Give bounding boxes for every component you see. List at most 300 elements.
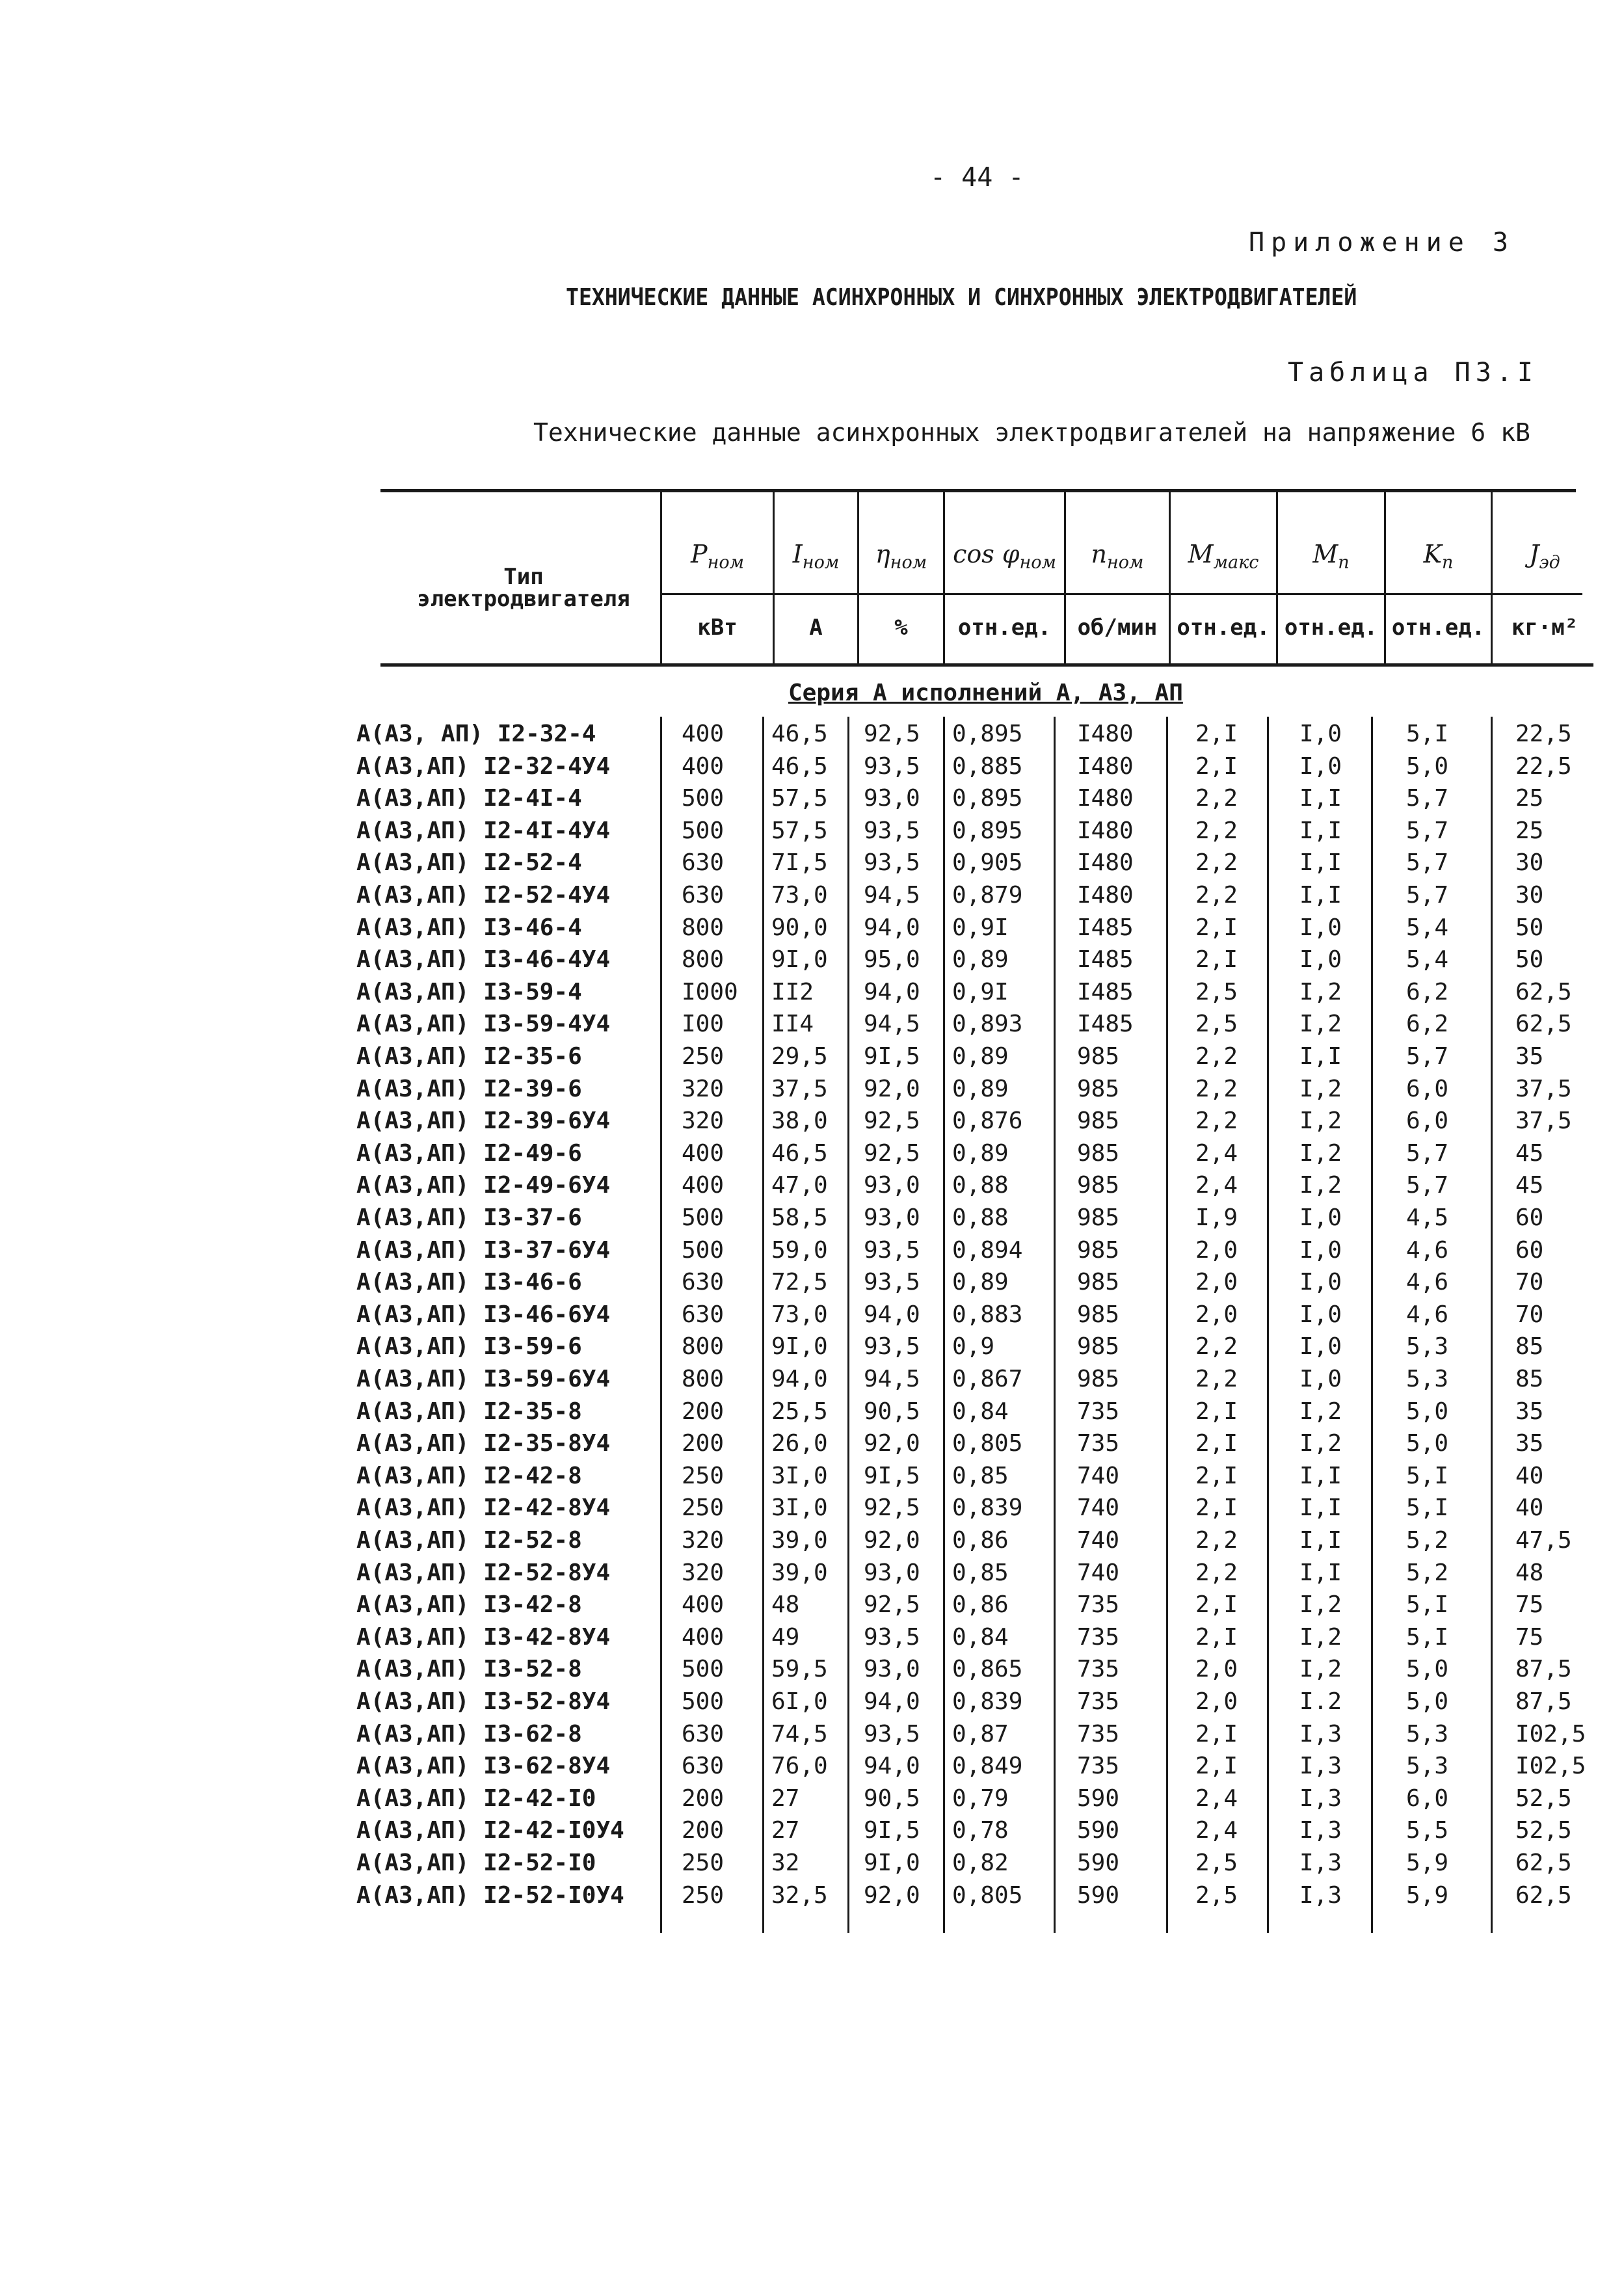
moment-of-inertia-cell: 75	[1515, 1623, 1544, 1651]
motor-type-cell: А(АЗ,АП) I3-37-6	[356, 1204, 582, 1231]
power-factor-cell: 0,9I	[952, 978, 1009, 1005]
table-row	[0, 1237, 1624, 1269]
column-header-start-torque: $M_п$	[1312, 540, 1350, 573]
power-factor-cell: 0,805	[952, 1881, 1023, 1909]
rated-power-cell: 630	[682, 1269, 725, 1296]
rated-current-cell: 73,0	[771, 1301, 828, 1328]
efficiency-cell: 94,0	[864, 1753, 920, 1780]
rated-current-cell: 6I,0	[771, 1688, 828, 1715]
efficiency-cell: 9I,5	[864, 1462, 920, 1489]
motor-type-cell: А(АЗ,АП) I2-52-I0	[356, 1850, 596, 1876]
power-factor-cell: 0,84	[952, 1398, 1009, 1425]
motor-type-cell: А(АЗ,АП) I2-35-8У4	[356, 1430, 611, 1457]
power-factor-cell: 0,805	[952, 1430, 1023, 1457]
table-row	[0, 1817, 1624, 1850]
start-current-ratio-cell: 6,0	[1406, 1075, 1449, 1102]
power-factor-cell: 0,867	[952, 1366, 1023, 1392]
max-torque-ratio-cell: 2,I	[1195, 1623, 1238, 1651]
motor-type-cell: А(АЗ,АП) I2-52-4	[356, 849, 582, 877]
rated-current-cell: 76,0	[771, 1753, 828, 1780]
rated-speed-cell: 985	[1077, 1236, 1120, 1264]
motor-type-cell: А(АЗ,АП) I3-52-8	[356, 1656, 582, 1683]
power-factor-cell: 0,879	[952, 882, 1023, 909]
efficiency-cell: 90,5	[864, 1785, 920, 1812]
rated-speed-cell: I480	[1077, 785, 1134, 812]
motor-type-cell: А(АЗ,АП) I2-39-6У4	[356, 1108, 611, 1135]
motor-type-cell: А(АЗ,АП) I3-46-6	[356, 1269, 582, 1296]
efficiency-cell: 93,5	[864, 1333, 920, 1361]
rated-current-cell: 74,5	[771, 1720, 828, 1747]
rated-power-cell: 400	[682, 1591, 725, 1619]
rated-speed-cell: 985	[1077, 1172, 1120, 1199]
rated-speed-cell: 985	[1077, 1075, 1120, 1102]
unit-start-torque: отн.ед.	[1284, 615, 1378, 641]
rated-power-cell: 200	[682, 1817, 725, 1844]
start-torque-ratio-cell: I,0	[1299, 1204, 1342, 1231]
efficiency-cell: 94,5	[864, 1366, 920, 1392]
start-current-ratio-cell: 5,4	[1406, 914, 1449, 941]
max-torque-ratio-cell: 2,4	[1195, 1817, 1238, 1844]
column-header-type	[390, 566, 657, 610]
moment-of-inertia-cell: 85	[1515, 1366, 1544, 1392]
rated-current-cell: 39,0	[771, 1527, 828, 1554]
start-current-ratio-cell: 4,6	[1406, 1269, 1449, 1296]
motor-type-cell: А(АЗ,АП) I2-42-I0	[356, 1785, 596, 1812]
start-torque-ratio-cell: I,0	[1299, 721, 1342, 747]
rated-power-cell: 800	[682, 946, 725, 974]
power-factor-cell: 0,839	[952, 1688, 1023, 1715]
table-row	[0, 1721, 1624, 1753]
rated-current-cell: II4	[771, 1011, 814, 1038]
table-row	[0, 1688, 1624, 1721]
start-torque-ratio-cell: I,2	[1299, 1139, 1342, 1167]
rated-power-cell: I000	[682, 978, 738, 1005]
start-current-ratio-cell: 5,5	[1406, 1817, 1449, 1844]
efficiency-cell: 93,0	[864, 1172, 920, 1199]
rated-power-cell: 400	[682, 1139, 725, 1167]
table-row	[0, 1108, 1624, 1140]
rated-speed-cell: 740	[1077, 1462, 1120, 1489]
power-factor-cell: 0,86	[952, 1591, 1009, 1619]
rated-power-cell: 500	[682, 1236, 725, 1264]
efficiency-cell: 93,5	[864, 752, 920, 780]
rated-current-cell: 73,0	[771, 882, 828, 909]
table-row	[0, 849, 1624, 882]
efficiency-cell: 92,5	[864, 721, 920, 747]
table-row	[0, 1656, 1624, 1688]
max-torque-ratio-cell: 2,I	[1195, 1494, 1238, 1522]
moment-of-inertia-cell: 60	[1515, 1236, 1544, 1264]
power-factor-cell: 0,883	[952, 1301, 1023, 1328]
rated-speed-cell: 985	[1077, 1269, 1120, 1296]
max-torque-ratio-cell: 2,2	[1195, 1108, 1238, 1135]
power-factor-cell: 0,85	[952, 1462, 1009, 1489]
moment-of-inertia-cell: 50	[1515, 946, 1544, 974]
start-current-ratio-cell: 5,0	[1406, 1688, 1449, 1715]
efficiency-cell: 93,5	[864, 1720, 920, 1747]
table-row	[0, 785, 1624, 817]
rated-power-cell: 400	[682, 1623, 725, 1651]
table-row	[0, 914, 1624, 947]
motor-type-cell: А(АЗ,АП) I3-59-6У4	[356, 1366, 611, 1392]
motor-type-cell: А(АЗ,АП) I2-52-8У4	[356, 1559, 611, 1586]
power-factor-cell: 0,865	[952, 1656, 1023, 1683]
start-current-ratio-cell: 5,7	[1406, 882, 1449, 909]
table-row	[0, 1269, 1624, 1301]
rated-speed-cell: 590	[1077, 1881, 1120, 1909]
power-factor-cell: 0,82	[952, 1850, 1009, 1876]
power-factor-cell: 0,86	[952, 1527, 1009, 1554]
rated-current-cell: 46,5	[771, 752, 828, 780]
motor-type-cell: А(АЗ,АП) I2-49-6У4	[356, 1172, 611, 1199]
rated-speed-cell: 740	[1077, 1559, 1120, 1586]
power-factor-cell: 0,894	[952, 1236, 1023, 1264]
table-row	[0, 1463, 1624, 1495]
rated-speed-cell: 735	[1077, 1398, 1120, 1425]
efficiency-cell: 93,0	[864, 1656, 920, 1683]
table-row	[0, 1011, 1624, 1043]
motor-type-cell: А(АЗ,АП) I3-46-4У4	[356, 946, 611, 974]
efficiency-cell: 9I,5	[864, 1817, 920, 1844]
rated-current-cell: II2	[771, 978, 814, 1005]
moment-of-inertia-cell: I02,5	[1515, 1720, 1586, 1747]
rated-current-cell: 47,0	[771, 1172, 828, 1199]
table-row	[0, 1140, 1624, 1173]
max-torque-ratio-cell: 2,2	[1195, 1366, 1238, 1392]
motor-type-cell: А(АЗ,АП) I2-39-6	[356, 1075, 582, 1102]
table-row	[0, 1076, 1624, 1108]
rated-speed-cell: 590	[1077, 1785, 1120, 1812]
rated-current-cell: 49	[771, 1623, 800, 1651]
rated-power-cell: 400	[682, 721, 725, 747]
start-torque-ratio-cell: I,3	[1299, 1817, 1342, 1844]
efficiency-cell: 93,5	[864, 817, 920, 844]
series-label: Серия А исполнений А, АЗ, АП	[788, 680, 1183, 706]
rated-current-cell: 57,5	[771, 817, 828, 844]
unit-power-factor: отн.ед.	[957, 615, 1052, 641]
efficiency-cell: 93,0	[864, 1204, 920, 1231]
efficiency-cell: 92,0	[864, 1881, 920, 1909]
start-current-ratio-cell: 5,3	[1406, 1720, 1449, 1747]
rated-current-cell: 25,5	[771, 1398, 828, 1425]
moment-of-inertia-cell: 35	[1515, 1043, 1544, 1070]
max-torque-ratio-cell: 2,0	[1195, 1236, 1238, 1264]
table-caption: Технические данные асинхронных электродвигателей на напряжение 6 кВ	[533, 418, 1530, 447]
motor-type-cell: А(АЗ,АП) I3-46-6У4	[356, 1301, 611, 1328]
start-torque-ratio-cell: I,2	[1299, 1591, 1342, 1619]
rated-speed-cell: I485	[1077, 978, 1134, 1005]
efficiency-cell: 93,0	[864, 785, 920, 812]
table-row	[0, 1398, 1624, 1431]
rated-current-cell: 9I,0	[771, 1333, 828, 1361]
rated-current-cell: 94,0	[771, 1366, 828, 1392]
rated-current-cell: 57,5	[771, 785, 828, 812]
start-current-ratio-cell: 5,7	[1406, 1172, 1449, 1199]
rated-power-cell: 500	[682, 817, 725, 844]
rated-current-cell: 72,5	[771, 1269, 828, 1296]
moment-of-inertia-cell: 52,5	[1515, 1817, 1572, 1844]
power-factor-cell: 0,78	[952, 1817, 1009, 1844]
max-torque-ratio-cell: 2,I	[1195, 721, 1238, 747]
start-torque-ratio-cell: I,2	[1299, 1623, 1342, 1651]
motor-type-cell: А(АЗ,АП) I2-4I-4У4	[356, 817, 611, 844]
start-torque-ratio-cell: I,3	[1299, 1850, 1342, 1876]
rated-power-cell: 500	[682, 1656, 725, 1683]
motor-type-cell: А(АЗ,АП) I2-4I-4	[356, 785, 582, 812]
rated-power-cell: 630	[682, 1753, 725, 1780]
rated-speed-cell: 735	[1077, 1623, 1120, 1651]
power-factor-cell: 0,88	[952, 1172, 1009, 1199]
start-torque-ratio-cell: I,0	[1299, 1269, 1342, 1296]
rated-speed-cell: 735	[1077, 1656, 1120, 1683]
max-torque-ratio-cell: 2,2	[1195, 1559, 1238, 1586]
power-factor-cell: 0,88	[952, 1204, 1009, 1231]
column-header-power: $P_{ном}$	[690, 540, 744, 573]
table-row	[0, 1882, 1624, 1915]
max-torque-ratio-cell: 2,2	[1195, 1075, 1238, 1102]
max-torque-ratio-cell: 2,I	[1195, 1398, 1238, 1425]
table-number: Таблица П3.I	[1288, 358, 1538, 388]
efficiency-cell: 92,5	[864, 1494, 920, 1522]
max-torque-ratio-cell: 2,2	[1195, 817, 1238, 844]
efficiency-cell: 93,5	[864, 1623, 920, 1651]
rated-current-cell: 46,5	[771, 721, 828, 747]
rated-power-cell: 250	[682, 1850, 725, 1876]
rated-power-cell: 200	[682, 1785, 725, 1812]
start-current-ratio-cell: 5,0	[1406, 752, 1449, 780]
motor-type-cell: А(АЗ,АП) I3-62-8	[356, 1720, 582, 1747]
rated-power-cell: 320	[682, 1075, 725, 1102]
start-torque-ratio-cell: I,2	[1299, 978, 1342, 1005]
max-torque-ratio-cell: 2,0	[1195, 1269, 1238, 1296]
power-factor-cell: 0,9	[952, 1333, 995, 1361]
rated-current-cell: 39,0	[771, 1559, 828, 1586]
motor-type-cell: А(АЗ,АП) I3-59-4У4	[356, 1011, 611, 1038]
table-row	[0, 753, 1624, 786]
start-torque-ratio-cell: I,I	[1299, 1043, 1342, 1070]
start-torque-ratio-cell: I,3	[1299, 1881, 1342, 1909]
max-torque-ratio-cell: 2,5	[1195, 978, 1238, 1005]
moment-of-inertia-cell: 70	[1515, 1301, 1544, 1328]
rated-power-cell: 800	[682, 1333, 725, 1361]
rated-power-cell: 320	[682, 1527, 725, 1554]
start-current-ratio-cell: 6,2	[1406, 1011, 1449, 1038]
power-factor-cell: 0,905	[952, 849, 1023, 877]
max-torque-ratio-cell: 2,I	[1195, 914, 1238, 941]
power-factor-cell: 0,85	[952, 1559, 1009, 1586]
efficiency-cell: 94,5	[864, 882, 920, 909]
moment-of-inertia-cell: 62,5	[1515, 1881, 1572, 1909]
column-header-efficiency: $\eta_{ном}$	[875, 540, 927, 573]
efficiency-cell: 93,5	[864, 849, 920, 877]
rated-current-cell: 9I,0	[771, 946, 828, 974]
table-header-bottom-rule	[380, 663, 1593, 667]
rated-current-cell: 7I,5	[771, 849, 828, 877]
start-torque-ratio-cell: I,0	[1299, 752, 1342, 780]
rated-current-cell: 48	[771, 1591, 800, 1619]
start-current-ratio-cell: 5,I	[1406, 1494, 1449, 1522]
rated-power-cell: I00	[682, 1011, 725, 1038]
start-torque-ratio-cell: I,2	[1299, 1011, 1342, 1038]
table-row	[0, 1430, 1624, 1463]
moment-of-inertia-cell: 35	[1515, 1430, 1544, 1457]
max-torque-ratio-cell: 2,I	[1195, 1591, 1238, 1619]
rated-speed-cell: 735	[1077, 1430, 1120, 1457]
start-torque-ratio-cell: I,0	[1299, 946, 1342, 974]
moment-of-inertia-cell: 37,5	[1515, 1075, 1572, 1102]
rated-current-cell: 3I,0	[771, 1494, 828, 1522]
rated-speed-cell: 590	[1077, 1850, 1120, 1876]
start-torque-ratio-cell: I,I	[1299, 882, 1342, 909]
rated-power-cell: 250	[682, 1043, 725, 1070]
header-unit-rule	[660, 593, 1582, 595]
max-torque-ratio-cell: 2,4	[1195, 1139, 1238, 1167]
moment-of-inertia-cell: I02,5	[1515, 1753, 1586, 1780]
motor-type-cell: А(АЗ,АП) I3-42-8	[356, 1591, 582, 1619]
table-row	[0, 1753, 1624, 1785]
appendix-label: Приложение 3	[1249, 228, 1515, 258]
unit-start-current: отн.ед.	[1391, 615, 1485, 641]
unit-max-torque: отн.ед.	[1177, 615, 1270, 641]
efficiency-cell: 92,5	[864, 1139, 920, 1167]
start-current-ratio-cell: 5,7	[1406, 1139, 1449, 1167]
power-factor-cell: 0,839	[952, 1494, 1023, 1522]
rated-speed-cell: I485	[1077, 946, 1134, 974]
table-row	[0, 1043, 1624, 1076]
rated-power-cell: 630	[682, 882, 725, 909]
start-current-ratio-cell: 5,I	[1406, 1623, 1449, 1651]
moment-of-inertia-cell: 62,5	[1515, 1011, 1572, 1038]
moment-of-inertia-cell: 25	[1515, 785, 1544, 812]
table-row	[0, 721, 1624, 753]
moment-of-inertia-cell: 30	[1515, 849, 1544, 877]
motor-type-cell: А(АЗ,АП) I3-37-6У4	[356, 1236, 611, 1264]
rated-power-cell: 320	[682, 1559, 725, 1586]
start-torque-ratio-cell: I.2	[1299, 1688, 1342, 1715]
start-current-ratio-cell: 6,2	[1406, 978, 1449, 1005]
moment-of-inertia-cell: 47,5	[1515, 1527, 1572, 1554]
start-torque-ratio-cell: I,3	[1299, 1720, 1342, 1747]
start-torque-ratio-cell: I,0	[1299, 1333, 1342, 1361]
rated-power-cell: 630	[682, 1301, 725, 1328]
power-factor-cell: 0,893	[952, 1011, 1023, 1038]
start-torque-ratio-cell: I,I	[1299, 817, 1342, 844]
motor-type-cell: А(АЗ,АП) I2-52-8	[356, 1527, 582, 1554]
rated-speed-cell: 985	[1077, 1139, 1120, 1167]
column-header-current: $I_{ном}$	[792, 540, 840, 573]
start-current-ratio-cell: 5,7	[1406, 817, 1449, 844]
power-factor-cell: 0,89	[952, 1139, 1009, 1167]
rated-speed-cell: I480	[1077, 752, 1134, 780]
table-row	[0, 1624, 1624, 1656]
power-factor-cell: 0,87	[952, 1720, 1009, 1747]
rated-speed-cell: 985	[1077, 1366, 1120, 1392]
start-torque-ratio-cell: I,3	[1299, 1753, 1342, 1780]
rated-current-cell: 46,5	[771, 1139, 828, 1167]
power-factor-cell: 0,89	[952, 1269, 1009, 1296]
motor-type-cell: А(АЗ,АП) I3-62-8У4	[356, 1753, 611, 1780]
efficiency-cell: 94,0	[864, 1301, 920, 1328]
start-torque-ratio-cell: I,2	[1299, 1430, 1342, 1457]
moment-of-inertia-cell: 50	[1515, 914, 1544, 941]
rated-speed-cell: 740	[1077, 1527, 1120, 1554]
rated-power-cell: 200	[682, 1398, 725, 1425]
efficiency-cell: 94,0	[864, 978, 920, 1005]
power-factor-cell: 0,89	[952, 1043, 1009, 1070]
max-torque-ratio-cell: 2,0	[1195, 1688, 1238, 1715]
table-row	[0, 1494, 1624, 1527]
rated-current-cell: 29,5	[771, 1043, 828, 1070]
motor-type-cell: А(АЗ,АП) I2-49-6	[356, 1139, 582, 1167]
efficiency-cell: 93,5	[864, 1269, 920, 1296]
table-row	[0, 1301, 1624, 1334]
rated-speed-cell: 740	[1077, 1494, 1120, 1522]
rated-power-cell: 400	[682, 752, 725, 780]
start-current-ratio-cell: 5,7	[1406, 785, 1449, 812]
rated-power-cell: 200	[682, 1430, 725, 1457]
start-current-ratio-cell: 4,5	[1406, 1204, 1449, 1231]
start-current-ratio-cell: 5,0	[1406, 1398, 1449, 1425]
max-torque-ratio-cell: 2,I	[1195, 1753, 1238, 1780]
max-torque-ratio-cell: 2,2	[1195, 1043, 1238, 1070]
rated-speed-cell: I485	[1077, 1011, 1134, 1038]
efficiency-cell: 92,0	[864, 1075, 920, 1102]
rated-current-cell: 37,5	[771, 1075, 828, 1102]
rated-power-cell: 800	[682, 914, 725, 941]
start-current-ratio-cell: 5,3	[1406, 1333, 1449, 1361]
rated-power-cell: 800	[682, 1366, 725, 1392]
start-torque-ratio-cell: I,2	[1299, 1108, 1342, 1135]
unit-speed: об/мин	[1077, 615, 1158, 641]
motor-type-cell: А(АЗ,АП) I2-42-I0У4	[356, 1817, 624, 1844]
unit-inertia: кг·м²	[1511, 615, 1578, 641]
power-factor-cell: 0,885	[952, 752, 1023, 780]
motor-type-cell: А(АЗ, АП) I2-32-4	[356, 721, 596, 747]
rated-current-cell: 59,0	[771, 1236, 828, 1264]
rated-power-cell: 630	[682, 849, 725, 877]
motor-type-cell: А(АЗ,АП) I2-52-4У4	[356, 882, 611, 909]
efficiency-cell: 92,5	[864, 1591, 920, 1619]
start-torque-ratio-cell: I,I	[1299, 785, 1342, 812]
rated-current-cell: 26,0	[771, 1430, 828, 1457]
moment-of-inertia-cell: 70	[1515, 1269, 1544, 1296]
motor-type-cell: А(АЗ,АП) I2-35-8	[356, 1398, 582, 1425]
efficiency-cell: 95,0	[864, 946, 920, 974]
max-torque-ratio-cell: 2,I	[1195, 752, 1238, 780]
rated-speed-cell: I480	[1077, 849, 1134, 877]
start-current-ratio-cell: 5,9	[1406, 1850, 1449, 1876]
table-row	[0, 1591, 1624, 1624]
moment-of-inertia-cell: 30	[1515, 882, 1544, 909]
start-torque-ratio-cell: I,0	[1299, 1301, 1342, 1328]
rated-speed-cell: I480	[1077, 817, 1134, 844]
table-row	[0, 979, 1624, 1011]
start-current-ratio-cell: 5,0	[1406, 1656, 1449, 1683]
moment-of-inertia-cell: 48	[1515, 1559, 1544, 1586]
start-torque-ratio-cell: I,I	[1299, 849, 1342, 877]
power-factor-cell: 0,895	[952, 817, 1023, 844]
table-row	[0, 817, 1624, 850]
column-header-power-factor: $\cos \varphi_{ном}$	[953, 540, 1056, 573]
max-torque-ratio-cell: 2,4	[1195, 1785, 1238, 1812]
start-current-ratio-cell: 5,9	[1406, 1881, 1449, 1909]
moment-of-inertia-cell: 45	[1515, 1139, 1544, 1167]
start-torque-ratio-cell: I,2	[1299, 1398, 1342, 1425]
rated-current-cell: 32,5	[771, 1881, 828, 1909]
power-factor-cell: 0,895	[952, 785, 1023, 812]
table-row	[0, 1560, 1624, 1592]
moment-of-inertia-cell: 22,5	[1515, 721, 1572, 747]
